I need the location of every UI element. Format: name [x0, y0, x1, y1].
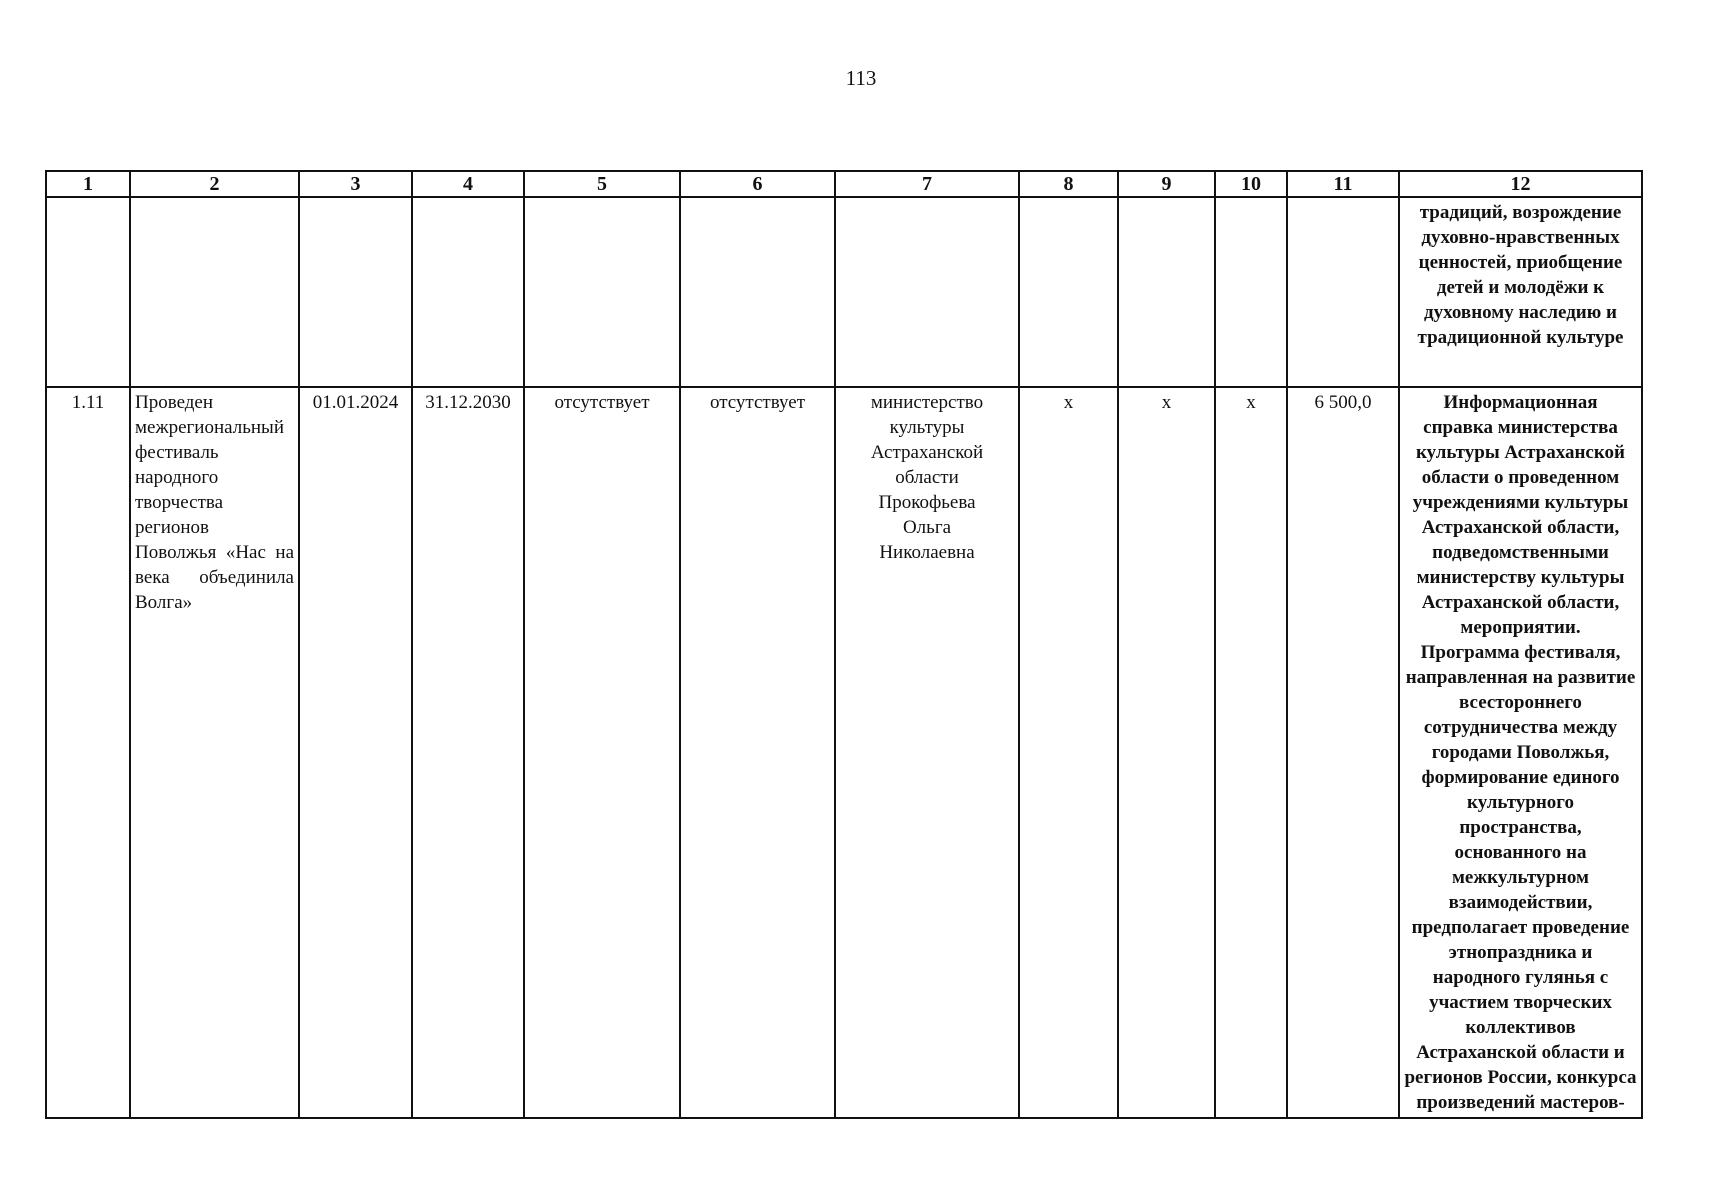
start-date: 01.01.2024 — [299, 387, 412, 1118]
cell — [299, 197, 412, 387]
header-col-9: 9 — [1118, 171, 1215, 197]
responsible-executor: министерство культуры Астраханской области Прокофьева Ольга Николаевна — [835, 387, 1019, 1118]
cell — [835, 197, 1019, 387]
header-col-12: 12 — [1399, 171, 1642, 197]
row-number: 1.11 — [46, 387, 130, 1118]
header-col-5: 5 — [524, 171, 680, 197]
result-description: Информационная справка министерства культуры Астраханской области о проведенном учреждениями культуры Астраханской области, подведомственными министерству культуры Астраханской области, мероприятии. Программа фестиваля, направленная на развитие всестороннего сотрудничества между городами Поволжья, формирование единого культурного пространства, основанного на межкультурном взаимодействии, предполагает проведение этнопраздника и народного гулянья с участием творческих коллективов Астраханской области и регионов России, конкурса произведений мастеров- — [1399, 387, 1642, 1118]
header-row — [46, 171, 1642, 197]
measure-title: Проведен межрегиональный фестиваль народного творчества регионов Поволжья «Нас на века объединила Волга» — [130, 387, 299, 1118]
header-col-2: 2 — [130, 171, 299, 197]
col-10-value: х — [1215, 387, 1287, 1118]
header-col-1: 1 — [46, 171, 130, 197]
cell — [1287, 197, 1399, 387]
header-col-11: 11 — [1287, 171, 1399, 197]
continuation-row — [46, 197, 1642, 387]
page-number: 113 — [845, 66, 877, 90]
header-col-10: 10 — [1215, 171, 1287, 197]
cell — [46, 197, 130, 387]
header-col-7: 7 — [835, 171, 1019, 197]
table-row — [46, 387, 1642, 1118]
col-5-value: отсутствует — [524, 387, 680, 1118]
continuation-description: традиций, возрождение духовно-нравственных ценностей, приобщение детей и молодёжи к духовному наследию и традиционной культуре — [1399, 197, 1642, 387]
col-9-value: х — [1118, 387, 1215, 1118]
cell — [130, 197, 299, 387]
cell — [680, 197, 835, 387]
header-col-4: 4 — [412, 171, 524, 197]
cell — [1118, 197, 1215, 387]
end-date: 31.12.2030 — [412, 387, 524, 1118]
cell — [1019, 197, 1118, 387]
header-col-8: 8 — [1019, 171, 1118, 197]
cell — [524, 197, 680, 387]
col-6-value: отсутствует — [680, 387, 835, 1118]
funding-amount: 6 500,0 — [1287, 387, 1399, 1118]
measures-table — [45, 170, 1643, 1119]
header-col-3: 3 — [299, 171, 412, 197]
col-8-value: х — [1019, 387, 1118, 1118]
cell — [412, 197, 524, 387]
header-col-6: 6 — [680, 171, 835, 197]
cell — [1215, 197, 1287, 387]
